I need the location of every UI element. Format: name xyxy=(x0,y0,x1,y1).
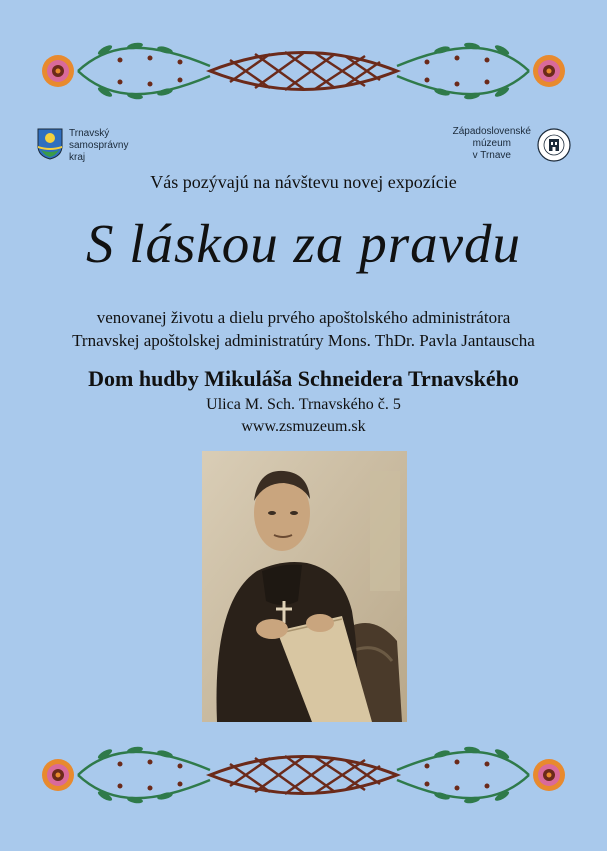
flower-right-icon xyxy=(533,55,565,87)
folk-ornament-bottom xyxy=(30,740,577,810)
vine-right xyxy=(397,48,529,94)
coat-of-arms-icon xyxy=(37,128,63,160)
folk-ornament-top xyxy=(30,36,577,106)
central-lattice xyxy=(210,52,397,90)
flower-left-icon xyxy=(42,759,74,791)
flower-right-icon xyxy=(533,759,565,791)
logo-left-line-1: Trnavský xyxy=(69,128,110,139)
logo-trnava-region xyxy=(37,128,128,164)
logo-right-line-3: v Trnave xyxy=(472,150,511,161)
subtitle-line-1: venovanej životu a dielu prvého apoštolského administrátora xyxy=(96,308,511,327)
invitation-line: Vás pozývajú na návštevu novej expozície xyxy=(150,172,457,192)
logo-right-line-2: múzeum xyxy=(472,138,511,149)
exhibition-title: S láskou za pravdu xyxy=(85,213,522,274)
museum-seal-icon xyxy=(537,128,571,162)
venue-name: Dom hudby Mikuláša Schneidera Trnavského xyxy=(88,366,519,391)
logo-left-line-3: kraj xyxy=(69,152,86,163)
vine-left xyxy=(78,48,210,94)
logo-right-line-1: Západoslovenské xyxy=(452,126,531,137)
logo-museum xyxy=(453,126,571,162)
exhibition-subtitle xyxy=(0,306,607,352)
website-link[interactable]: www.zsmuzeum.sk xyxy=(241,418,366,435)
flower-left-icon xyxy=(42,55,74,87)
logo-left-line-2: samosprávny xyxy=(69,140,129,151)
venue-address: Ulica M. Sch. Trnavského č. 5 xyxy=(206,396,401,413)
subtitle-line-2: Trnavskej apoštolskej administratúry Mons. ThDr. Pavla Jantauscha xyxy=(72,331,535,350)
portrait-photo xyxy=(202,451,407,722)
